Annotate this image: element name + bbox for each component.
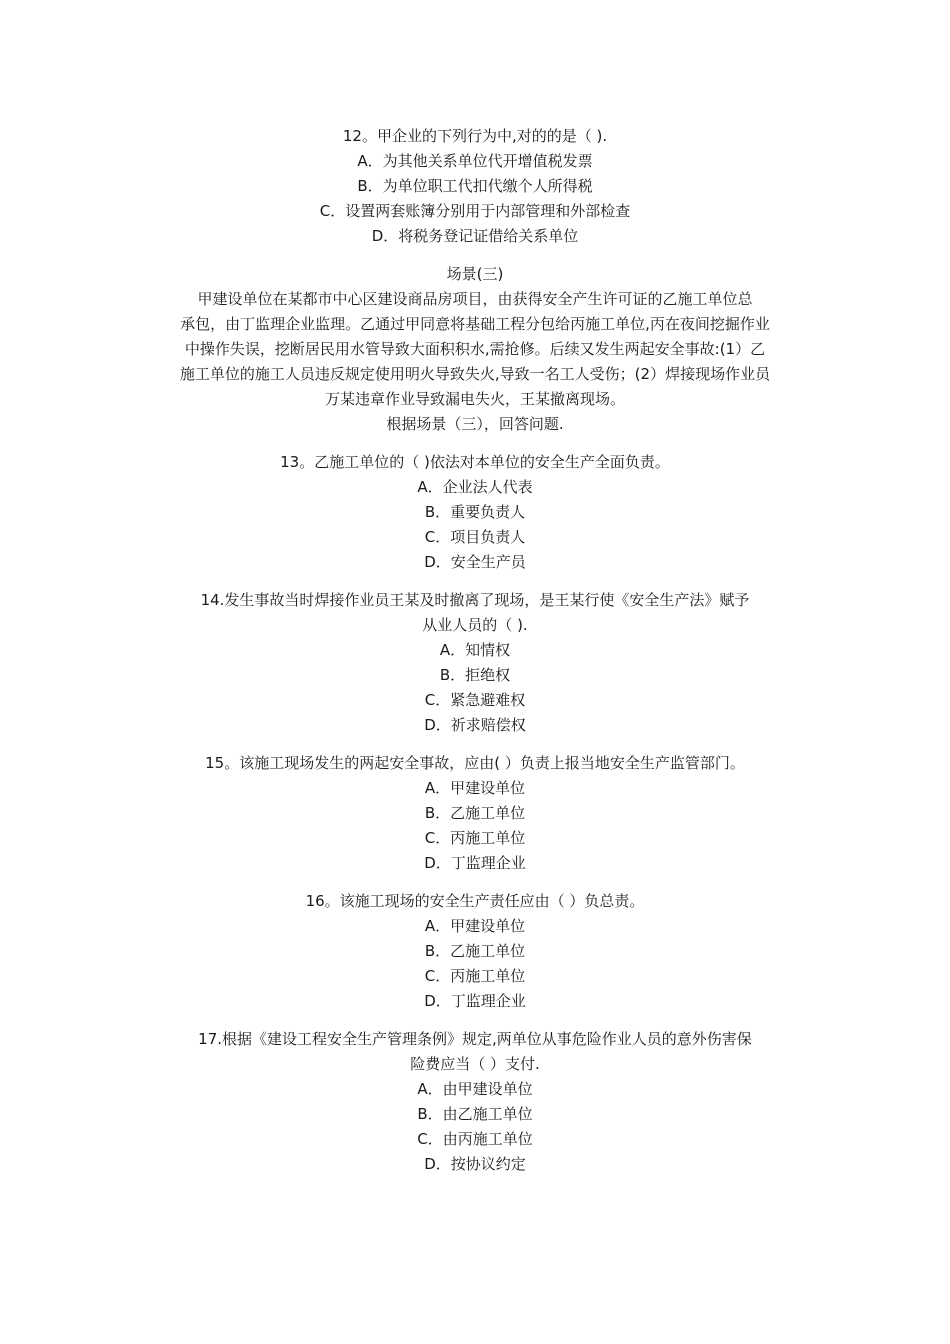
option-d: D．丁监理企业 [424, 854, 526, 872]
question-17 [145, 1027, 805, 1177]
spacer [145, 437, 805, 450]
option-d: D．祈求赔偿权 [424, 716, 526, 734]
spacer [145, 249, 805, 262]
option-b: B．乙施工单位 [424, 804, 526, 822]
question-stem: 13。乙施工单位的（ )依法对本单位的安全生产全面负责。 [280, 453, 670, 471]
question-stem-line-2: 从业人员的（ ). [422, 616, 528, 634]
question-stem: 12。甲企业的下列行为中,对的的是（ ). [342, 127, 608, 145]
option-a: A．为其他关系单位代开增值税发票 [357, 152, 593, 170]
scene-paragraph-line-4: 施工单位的施工人员违反规定使用明火导致失火,导致一名工人受伤；(2）焊接现场作业员 [179, 365, 771, 383]
option-a: A．由甲建设单位 [417, 1080, 533, 1098]
question-stem: 16。该施工现场的安全生产责任应由（ ）负总责。 [305, 892, 645, 910]
question-13 [145, 450, 805, 575]
option-c: C．丙施工单位 [424, 829, 526, 847]
option-a: A．企业法人代表 [417, 478, 533, 496]
question-16 [145, 889, 805, 1014]
option-d: D．将税务登记证借给关系单位 [371, 227, 579, 245]
document-content [145, 124, 805, 1177]
spacer [145, 738, 805, 751]
option-a: A．知情权 [439, 641, 511, 659]
question-stem: 15。该施工现场发生的两起安全事故，应由( ）负责上报当地安全生产监管部门。 [205, 754, 745, 772]
scene-paragraph-line-5: 万某违章作业导致漏电失火，王某撤离现场。 [324, 390, 625, 408]
question-stem-line-1: 17.根据《建设工程安全生产管理条例》规定,两单位从事危险作业人员的意外伤害保 [198, 1030, 752, 1048]
option-d: D．丁监理企业 [424, 992, 526, 1010]
question-14 [145, 588, 805, 738]
option-c: C．设置两套账簿分别用于内部管理和外部检查 [319, 202, 631, 220]
scene-title: 场景(三) [446, 265, 504, 283]
option-b: B．乙施工单位 [424, 942, 526, 960]
option-c: C．由丙施工单位 [417, 1130, 533, 1148]
option-b: B．拒绝权 [439, 666, 511, 684]
scene-section [145, 262, 805, 437]
scene-paragraph-line-1: 甲建设单位在某都市中心区建设商品房项目，由获得安全产生许可证的乙施工单位总 [197, 290, 753, 308]
option-b: B．重要负责人 [424, 503, 526, 521]
option-d: D．按协议约定 [424, 1155, 526, 1173]
scene-paragraph-line-2: 承包，由丁监理企业监理。乙通过甲同意将基础工程分包给丙施工单位,丙在夜间挖掘作业 [180, 315, 770, 333]
option-c: C．丙施工单位 [424, 967, 526, 985]
option-c: C．项目负责人 [424, 528, 526, 546]
option-c: C．紧急避难权 [424, 691, 526, 709]
scene-prompt: 根据场景（三），回答问题. [386, 415, 564, 433]
option-d: D．安全生产员 [424, 553, 526, 571]
question-stem-line-2: 险费应当（ ）支付. [410, 1055, 540, 1073]
option-a: A．甲建设单位 [424, 779, 526, 797]
option-b: B．为单位职工代扣代缴个人所得税 [357, 177, 593, 195]
spacer [145, 876, 805, 889]
spacer [145, 1014, 805, 1027]
spacer [145, 575, 805, 588]
option-b: B．由乙施工单位 [417, 1105, 533, 1123]
option-a: A．甲建设单位 [424, 917, 526, 935]
question-stem-line-1: 14.发生事故当时焊接作业员王某及时撤离了现场，是王某行使《安全生产法》赋予 [200, 591, 750, 609]
question-12 [145, 124, 805, 249]
scene-paragraph-line-3: 中操作失误，挖断居民用水管导致大面积积水,需抢修。后续又发生两起安全事故:(1）乙 [184, 340, 766, 358]
question-15 [145, 751, 805, 876]
